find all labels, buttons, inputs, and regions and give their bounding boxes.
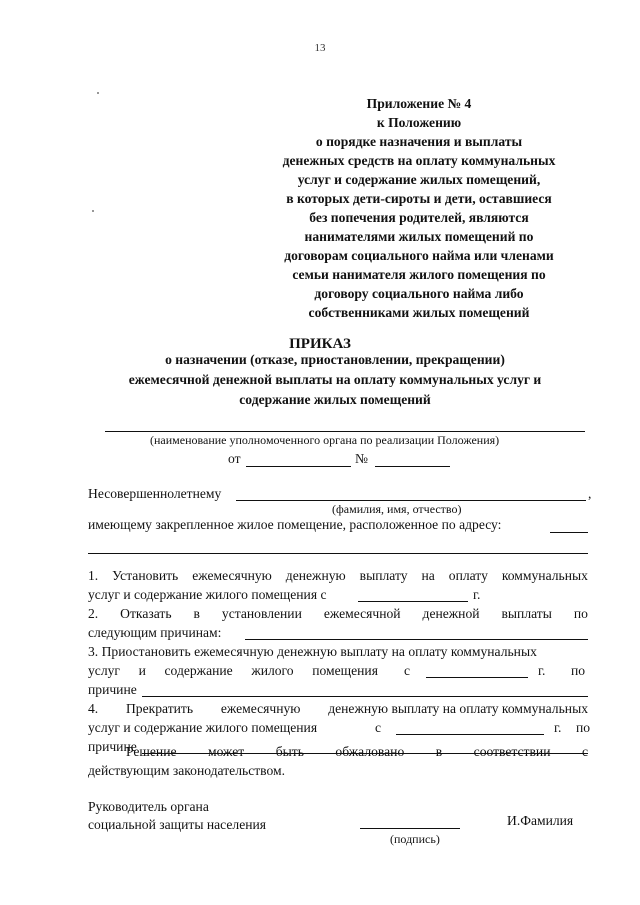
signature-caption: (подпись)	[390, 832, 440, 846]
order-number-field[interactable]	[375, 466, 450, 467]
order-subtitle-line: о назначении (отказе, приостановлении, прекращении)	[165, 352, 505, 367]
word: 2.	[88, 606, 99, 621]
word: выплату	[359, 568, 408, 583]
word: в	[435, 744, 443, 759]
word: Отказать	[120, 606, 172, 621]
word: жилого	[251, 663, 294, 678]
number-label: №	[355, 451, 368, 466]
word: быть	[275, 744, 304, 759]
order-date-field[interactable]	[246, 466, 351, 467]
word: может	[207, 744, 245, 759]
item1-line2: услуг и содержание жилого помещения с	[88, 587, 327, 602]
appeal-line1	[126, 744, 588, 760]
annex-line: нанимателями жилых помещений по	[304, 229, 534, 244]
item2-line1	[88, 606, 588, 622]
word: 1.	[88, 568, 99, 583]
authority-caption: (наименование уполномоченного органа по реализации Положения)	[150, 433, 500, 447]
word: услуг	[88, 663, 120, 678]
word: Прекратить	[125, 701, 194, 716]
annex-line: договору социального найма либо	[314, 286, 524, 301]
recipient-comma: ,	[588, 486, 592, 501]
annex-line: к Положению	[376, 115, 462, 130]
order-subtitle-line: содержание жилых помещений	[239, 392, 431, 407]
page-number: 13	[314, 42, 326, 54]
recipient-label: Несовершеннолетнему	[88, 486, 222, 501]
item3-reason-label: причине	[88, 682, 137, 697]
annex-line: в которых дети-сироты и дети, оставшиеся	[286, 191, 552, 206]
item4-date-field[interactable]	[396, 734, 544, 735]
signer-position-line2: социальной защиты населения	[88, 817, 267, 832]
refusal-reason-field[interactable]	[245, 639, 588, 640]
item3-line2	[88, 663, 378, 679]
appeal-line2: действующим законодательством.	[88, 763, 286, 778]
annex-line: без попечения родителей, являются	[309, 210, 529, 225]
word: ежемесячную	[220, 701, 301, 716]
word: с	[581, 744, 588, 759]
item4-reason-label: причине	[88, 739, 137, 754]
word: соответствии	[473, 744, 551, 759]
recipient-name-field[interactable]	[236, 500, 586, 501]
word: коммунальных	[501, 568, 588, 583]
item3-po: по	[571, 663, 586, 678]
word: денежной	[422, 606, 480, 621]
item4-year: г.	[554, 720, 562, 735]
year-suffix: г.	[473, 587, 481, 602]
word: Установить	[112, 568, 179, 583]
name-caption: (фамилия, имя, отчество)	[332, 502, 462, 516]
item1-date-field[interactable]	[358, 601, 468, 602]
word: на	[421, 568, 435, 583]
word: ежемесячной	[323, 606, 401, 621]
word: выплаты	[501, 606, 552, 621]
signer-position-line1: Руководитель органа	[88, 799, 209, 814]
scan-speck	[92, 210, 94, 212]
scan-speck	[97, 92, 99, 94]
item3-date-field[interactable]	[426, 677, 528, 678]
item4-line2: услуг и содержание жилого помещения	[88, 720, 318, 735]
order-title: ПРИКАЗ	[289, 336, 351, 352]
annex-line: собственниками жилых помещений	[308, 305, 530, 320]
signature-field[interactable]	[360, 828, 460, 829]
date-label: от	[228, 451, 241, 466]
word: и	[138, 663, 146, 678]
item4-po: по	[576, 720, 591, 735]
item3-from: с	[404, 663, 411, 678]
suspension-reason-field[interactable]	[142, 696, 588, 697]
annex-line: договорам социального найма или членами	[284, 248, 554, 263]
word: по	[573, 606, 588, 621]
item3-year: г.	[538, 663, 546, 678]
annex-line: денежных средств на оплату коммунальных	[282, 153, 556, 168]
word: 4.	[88, 701, 99, 716]
annex-line: Приложение № 4	[366, 96, 472, 111]
order-subtitle	[80, 350, 590, 410]
word: ежемесячную	[192, 568, 272, 583]
word: Решение	[126, 744, 177, 759]
word: помещения	[312, 663, 378, 678]
annex-line: о порядке назначения и выплаты	[315, 134, 523, 149]
order-subtitle-line: ежемесячной денежной выплаты на оплату коммунальных услуг и	[128, 372, 542, 387]
item4-from: с	[375, 720, 382, 735]
address-text: имеющему закрепленное жилое помещение, расположенное по адресу:	[88, 517, 502, 532]
item4-line1	[88, 701, 588, 717]
annex-header	[258, 94, 580, 322]
item1-line1	[88, 568, 588, 584]
word: оплату	[448, 568, 488, 583]
signer-name: И.Фамилия	[507, 813, 574, 828]
word: в	[193, 606, 200, 621]
authority-name-field[interactable]	[105, 431, 585, 432]
address-field-inline[interactable]	[550, 532, 588, 533]
word: установлении	[221, 606, 302, 621]
word: денежную	[285, 568, 346, 583]
word: денежную выплату на оплату коммунальных	[328, 701, 588, 716]
annex-line: услуг и содержание жилых помещений,	[297, 172, 541, 187]
word: обжаловано	[335, 744, 405, 759]
word: содержание	[164, 663, 233, 678]
address-field[interactable]	[88, 553, 588, 554]
annex-line: семьи нанимателя жилого помещения по	[292, 267, 546, 282]
item3-line1: 3. Приостановить ежемесячную денежную выплату на оплату коммунальных	[88, 644, 537, 659]
item2-line2: следующим причинам:	[88, 625, 222, 640]
